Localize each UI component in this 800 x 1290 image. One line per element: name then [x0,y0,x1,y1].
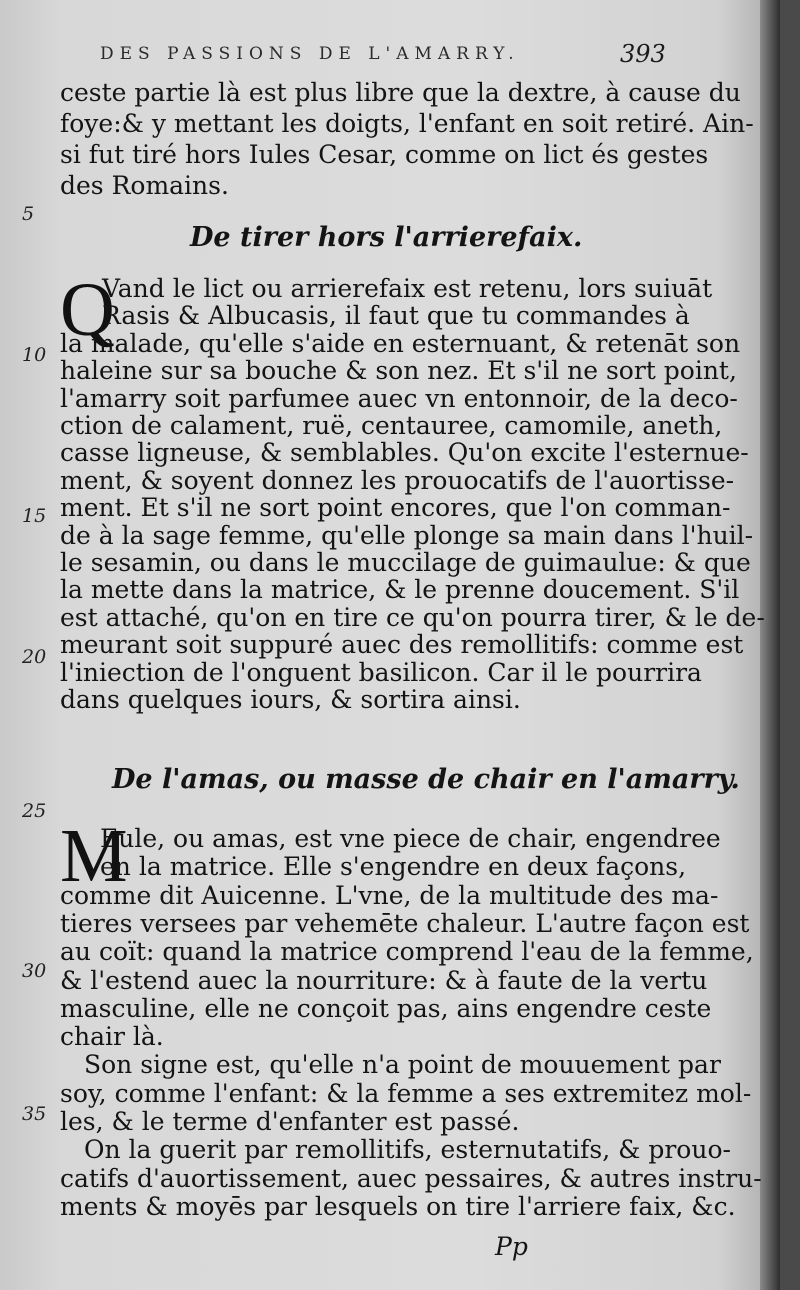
text-line: ceste partie là est plus libre que la dextre, à cause du [60,78,741,107]
text-line: l'iniection de l'onguent basilicon. Car il le pourrira [60,657,702,687]
text-line: casse ligneuse, & semblables. Qu'on excite l'esternue- [60,438,749,468]
text-line: Son signe est, qu'elle n'a point de mouuement par [84,1050,721,1080]
text-line: la mette dans la matrice, & le prenne doucement. S'il [60,575,740,605]
line-number: 5 [22,203,35,225]
text-line: au coït: quand la matrice comprend l'eau de la femme, [60,937,754,967]
text-line: soy, comme l'enfant: & la femme a ses extremitez mol- [60,1078,752,1108]
text-line: dans quelques iours, & sortira ainsi. [60,685,521,714]
text-line: On la guerit par remollitifs, esternutatifs, & prouo- [84,1135,731,1165]
text-line: l'amarry soit parfumee auec vn entonnoir, de la deco- [60,383,738,413]
text-line: masculine, elle ne conçoit pas, ains engendre ceste [60,993,712,1023]
text-line: meurant soit suppuré auec des remollitifs: comme est [60,630,744,660]
text-line: en la matrice. Elle s'engendre en deux façons, [100,852,687,882]
page-number: 393 [620,40,666,68]
drop-cap-q: Q [60,268,115,352]
text-line: & l'estend auec la nourriture: & à faute de la vertu [60,965,708,995]
text-line: ction de calament, ruë, centauree, camomile, aneth, [60,411,723,440]
line-number: 30 [22,960,47,982]
running-head: DES PASSIONS DE L'AMARRY. [100,44,520,64]
text-line: foye:& y mettant les doigts, l'enfant en soit retiré. Ain- [60,109,754,138]
text-line: ments & moyēs par lesquels on tire l'arriere faix, &c. [60,1191,736,1221]
page-gutter-edge [760,0,780,1290]
line-number: 15 [22,505,47,527]
text-line: est attaché, qu'on en tire ce qu'on pourra tirer, & le de- [60,602,765,632]
text-line: Eule, ou amas, est vne piece de chair, engendree [100,824,721,853]
text-line: des Romains. [60,171,229,200]
line-number: 10 [22,344,47,366]
text-line: la malade, qu'elle s'aide en esternuant, & retenāt son [60,328,741,358]
text-line: chair là. [60,1022,164,1052]
line-number: 35 [22,1103,47,1125]
text-line: haleine sur sa bouche & son nez. Et s'il ne sort point, [60,356,737,386]
line-number: 20 [22,646,47,668]
section-heading-mole: De l'amas, ou masse de chair en l'amarry. [112,764,740,795]
text-line: tieres versees par vehemēte chaleur. L'autre façon est [60,908,750,938]
text-line: ment. Et s'il ne sort point encores, que l'on comman- [60,493,731,523]
signature-mark: Pp [495,1232,528,1261]
text-line: Rasis & Albucasis, il faut que tu commandes à [102,301,690,331]
text-line: catifs d'auortissement, auec pessaires, & autres instru- [60,1163,762,1193]
section-heading-placenta: De tirer hors l'arrierefaix. [190,222,583,253]
text-line: de à la sage femme, qu'elle plonge sa main dans l'huil- [60,520,754,550]
text-line: ment, & soyent donnez les prouocatifs de l'auortisse- [60,465,735,495]
drop-cap-m: M [60,814,128,898]
text-line: les, & le terme d'enfanter est passé. [60,1107,520,1136]
text-line: si fut tiré hors Iules Cesar, comme on lict és gestes [60,140,709,169]
text-line: Vand le lict ou arrierefaix est retenu, lors suiuāt [102,274,713,303]
line-number: 25 [22,800,47,822]
text-line: comme dit Auicenne. L'vne, de la multitude des ma- [60,880,719,910]
text-line: le sesamin, ou dans le muccilage de guimaulue: & que [60,548,751,577]
